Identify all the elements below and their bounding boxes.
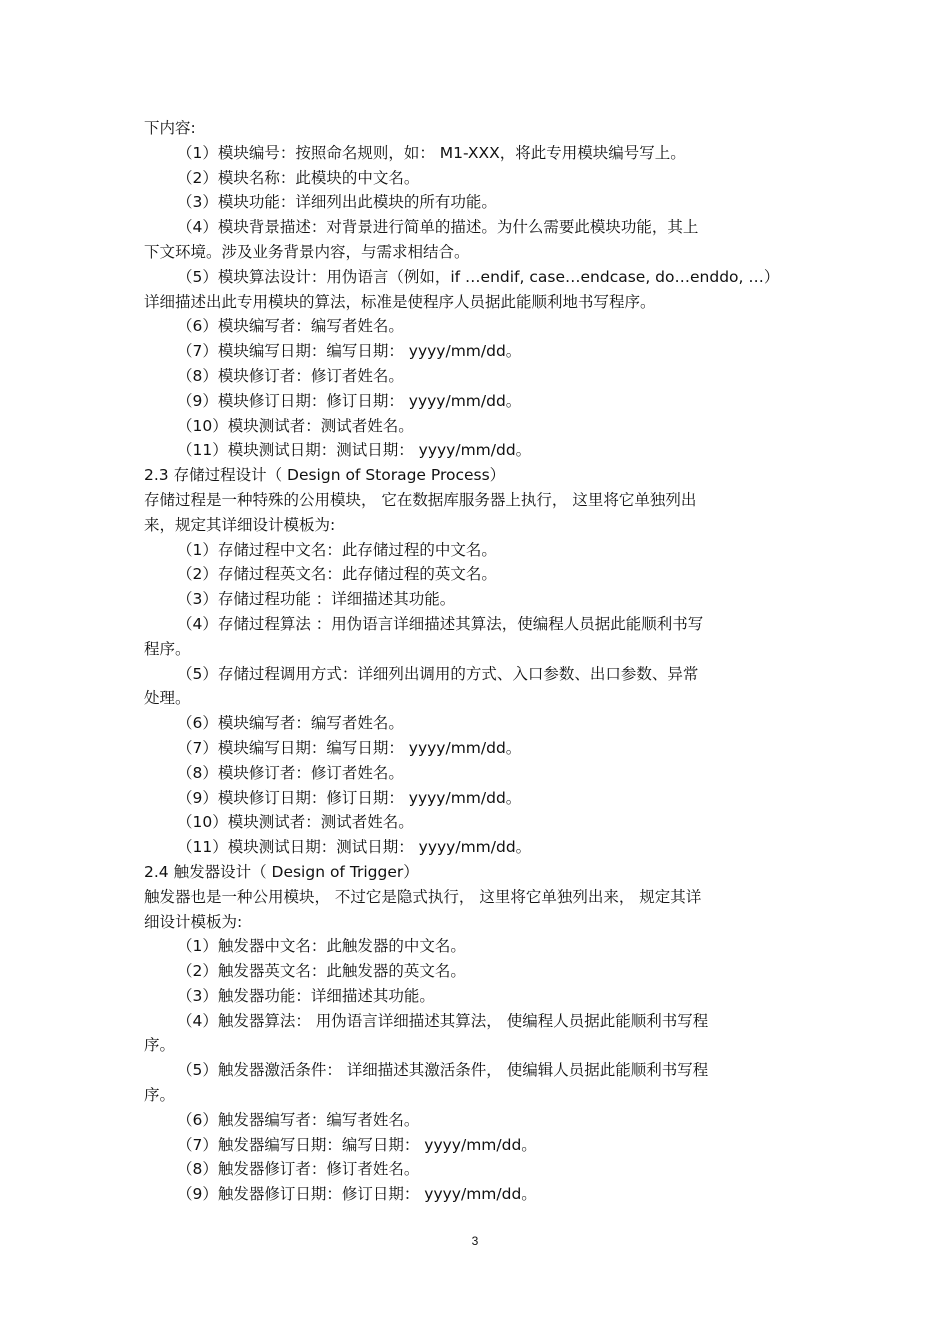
text-line: （11）模块测试日期：测试日期： yyyy/mm/dd。 (177, 838, 532, 857)
text-line: （6）触发器编写者：编写者姓名。 (177, 1110, 420, 1129)
text-line: （2）模块名称：此模块的中文名。 (177, 168, 420, 187)
text-line: （7）模块编写日期：编写日期： yyyy/mm/dd。 (177, 738, 522, 757)
text-line: （2）存储过程英文名：此存储过程的英文名。 (177, 565, 497, 584)
text-line: （3）触发器功能：详细描述其功能。 (177, 986, 435, 1005)
text-line: 触发器也是一种公用模块， 不过它是隐式执行， 这里将它单独列出来， 规定其详 (144, 887, 702, 906)
text-line: （9）触发器修订日期：修订日期： yyyy/mm/dd。 (177, 1185, 537, 1204)
text-line: （4）存储过程算法 ：用伪语言详细描述其算法，使编程人员据此能顺利书写 (177, 614, 704, 633)
page-number: 3 (471, 1234, 479, 1248)
text-line: 来，规定其详细设计模板为: (144, 515, 336, 534)
text-line: 下文环境。涉及业务背景内容，与需求相结合。 (144, 242, 470, 261)
text-line: （7）模块编写日期：编写日期： yyyy/mm/dd。 (177, 342, 522, 361)
text-line: 序。 (144, 1036, 176, 1055)
text-line: （1）触发器中文名：此触发器的中文名。 (177, 937, 466, 956)
text-line: （8）触发器修订者：修订者姓名。 (177, 1160, 420, 1179)
text-line: 下内容: (144, 119, 196, 137)
text-line: （1）存储过程中文名：此存储过程的中文名。 (177, 540, 497, 559)
text-line: （7）触发器编写日期：编写日期： yyyy/mm/dd。 (177, 1135, 537, 1154)
text-line: （9）模块修订日期：修订日期： yyyy/mm/dd。 (177, 788, 522, 807)
text-line: （3）模块功能：详细列出此模块的所有功能。 (177, 193, 497, 212)
text-line: （1）模块编号：按照命名规则，如： M1-XXX，将此专用模块编号写上。 (177, 143, 686, 162)
text-line: （6）模块编写者：编写者姓名。 (177, 317, 404, 336)
text-line: （3）存储过程功能 ：详细描述其功能。 (177, 590, 456, 609)
text-line: 存储过程是一种特殊的公用模块， 它在数据库服务器上执行， 这里将它单独列出 (144, 490, 697, 509)
text-line: 程序。 (144, 639, 191, 658)
text-line: （2）触发器英文名：此触发器的英文名。 (177, 962, 466, 981)
text-line: （10）模块测试者：测试者姓名。 (177, 416, 414, 435)
text-line: 序。 (144, 1086, 176, 1105)
text-line: （10）模块测试者：测试者姓名。 (177, 813, 414, 832)
text-line: （4）模块背景描述：对背景进行简单的描述。为什么需要此模块功能，其上 (177, 218, 699, 237)
text-line: 处理。 (144, 689, 191, 708)
text-line: （8）模块修订者：修订者姓名。 (177, 366, 404, 385)
text-line: （5）触发器激活条件： 详细描述其激活条件， 使编辑人员据此能顺利书写程 (177, 1061, 709, 1080)
text-line: （5）模块算法设计：用伪语言（例如，if …endif, case…endcase, do…enddo, …） (177, 267, 780, 286)
text-line: （6）模块编写者：编写者姓名。 (177, 714, 404, 733)
text-line: （8）模块修订者：修订者姓名。 (177, 763, 404, 782)
text-line: （11）模块测试日期：测试日期： yyyy/mm/dd。 (177, 441, 532, 460)
text-line: 细设计模板为: (144, 912, 243, 931)
section-heading: 2.3 存储过程设计（ Design of Storage Process） (144, 466, 506, 485)
text-line: （4）触发器算法： 用伪语言详细描述其算法， 使编程人员据此能顺利书写程 (177, 1011, 709, 1030)
text-line: 详细描述出此专用模块的算法，标准是使程序人员据此能顺利地书写程序。 (144, 292, 656, 311)
section-heading: 2.4 触发器设计（ Design of Trigger） (144, 862, 419, 881)
text-line: （5）存储过程调用方式：详细列出调用的方式、入口参数、出口参数、异常 (177, 664, 699, 683)
text-line: （9）模块修订日期：修订日期： yyyy/mm/dd。 (177, 391, 522, 410)
document-body (144, 116, 814, 1207)
